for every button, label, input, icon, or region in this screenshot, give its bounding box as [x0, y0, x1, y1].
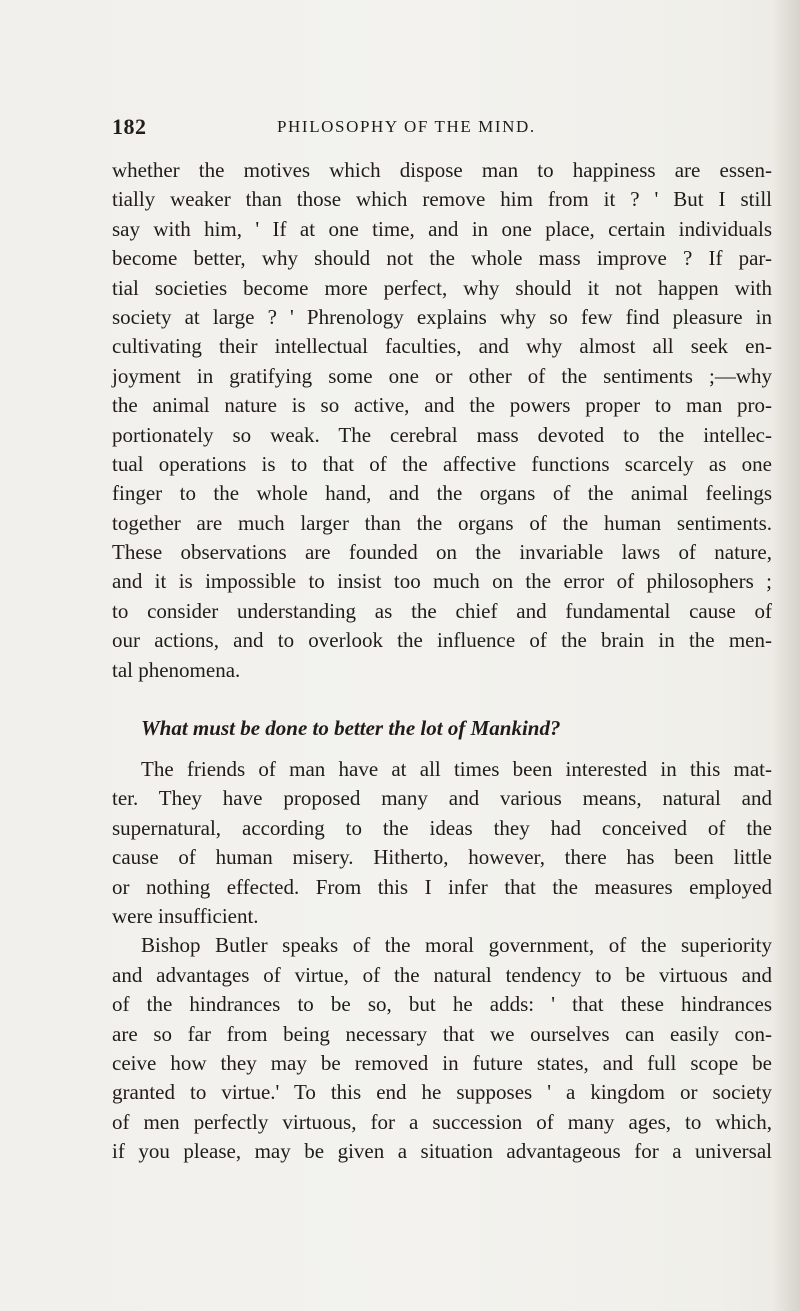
text-line: portionately so weak. The cerebral mass devoted to the intellec- [112, 422, 772, 447]
body-text [112, 156, 772, 1167]
text-line: become better, why should not the whole mass improve ? If par- [112, 246, 772, 271]
running-head [112, 114, 772, 144]
text-line: society at large ? ' Phrenology explains why so few find pleasure in [112, 304, 772, 329]
paragraph-3 [112, 931, 772, 1166]
text-line: whether the motives which dispose man to happiness are essen- [112, 158, 772, 182]
text-line: the animal nature is so active, and the powers proper to man pro- [112, 393, 772, 418]
text-line: tual operations is to that of the affective functions scarcely as one [112, 451, 772, 476]
text-line: were insufficient. [112, 903, 259, 928]
text-line: finger to the whole hand, and the organs of the animal feelings [112, 481, 772, 506]
text-line: our actions, and to overlook the influence of the brain in the men- [112, 628, 772, 653]
spacer [112, 685, 772, 711]
text-line: These observations are founded on the invariable laws of nature, [112, 540, 772, 565]
text-line: supernatural, according to the ideas they had conceived of the [112, 815, 772, 840]
running-head-title: PHILOSOPHY OF THE MIND. [277, 117, 536, 136]
text-line: or nothing effected. From this I infer that the measures employed [112, 874, 772, 899]
text-line: The friends of man have at all times been interested in this mat- [141, 757, 772, 782]
text-line: tal phenomena. [112, 657, 241, 682]
text-line: tially weaker than those which remove him from it ? ' But I still [112, 187, 772, 212]
text-line: cultivating their intellectual faculties, and why almost all seek en- [112, 334, 772, 359]
text-line: to consider understanding as the chief and fundamental cause of [112, 598, 772, 623]
text-line: granted to virtue.' To this end he supposes ' a kingdom or society [112, 1080, 772, 1105]
paragraph-2 [112, 755, 772, 931]
text-line: and advantages of virtue, of the natural tendency to be virtuous and [112, 962, 772, 987]
paragraph-1 [112, 156, 772, 685]
text-line: say with him, ' If at one time, and in one place, certain individuals [112, 216, 772, 241]
text-line: ter. They have proposed many and various means, natural and [112, 786, 772, 811]
text-line: of the hindrances to be so, but he adds: ' that these hindrances [112, 992, 772, 1017]
text-line: cause of human misery. Hitherto, however, there has been little [112, 845, 772, 870]
text-line: of men perfectly virtuous, for a succession of many ages, to which, [112, 1109, 772, 1134]
spacer [112, 745, 772, 755]
text-line: are so far from being necessary that we ourselves can easily con- [112, 1021, 772, 1046]
text-line: together are much larger than the organs of the human sentiments. [112, 510, 772, 535]
text-line: tial societies become more perfect, why should it not happen with [112, 275, 772, 300]
page-number: 182 [112, 114, 147, 139]
text-line: joyment in gratifying some one or other of the sentiments ;—why [112, 363, 772, 388]
page-edge-shadow [772, 0, 800, 1311]
text-line: ceive how they may be removed in future states, and full scope be [112, 1050, 772, 1075]
text-line: if you please, may be given a situation advantageous for a universal [112, 1139, 772, 1164]
text-line: and it is impossible to insist too much on the error of philosophers ; [112, 569, 772, 594]
section-heading: What must be done to better the lot of Mankind? [141, 716, 561, 741]
text-line: Bishop Butler speaks of the moral government, of the superiority [141, 933, 772, 958]
